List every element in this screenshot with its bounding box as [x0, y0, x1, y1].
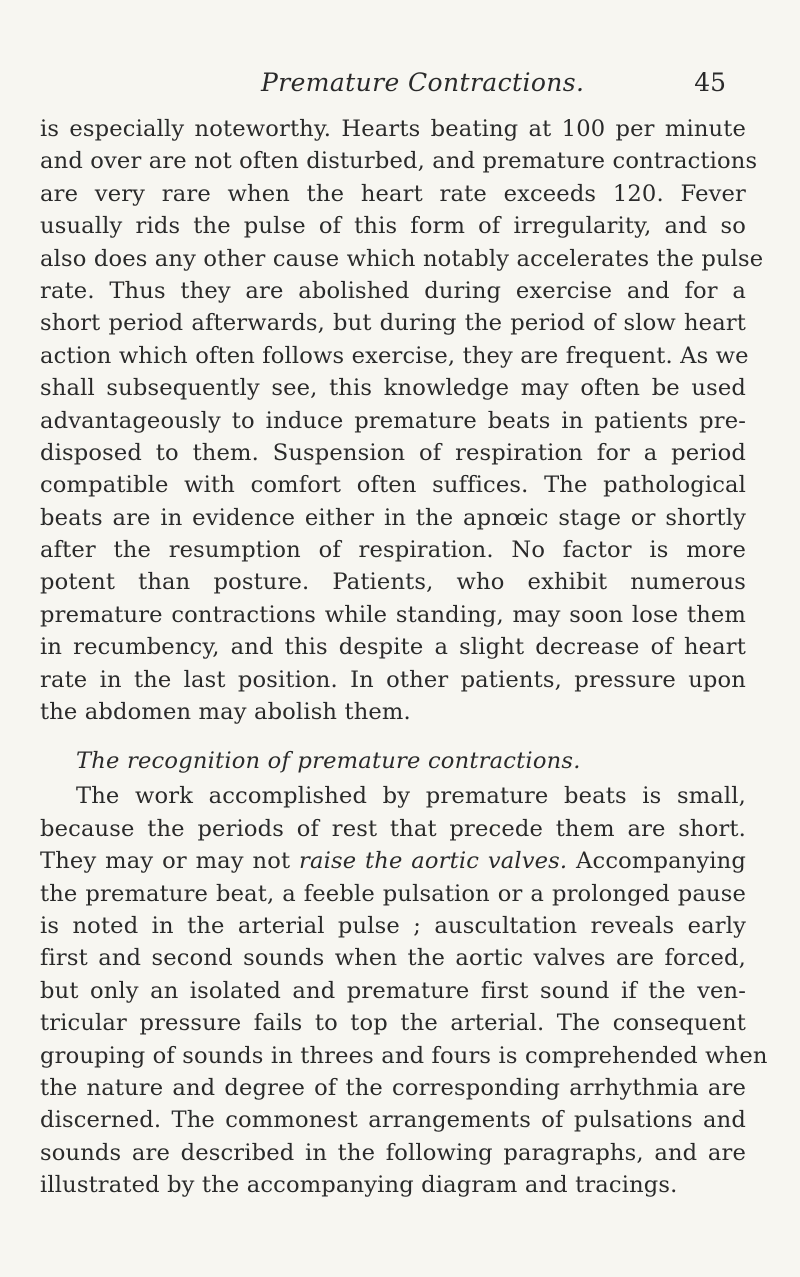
text-line-with-emphasis	[40, 845, 746, 877]
section-subheading: The recognition of premature contractions.	[76, 748, 581, 775]
text-line: but only an isolated and premature first sound if the ven-	[40, 977, 746, 1004]
running-title: Premature Contractions.	[261, 68, 585, 97]
section-spacer	[40, 728, 746, 742]
text-line: and over are not often disturbed, and premature contractions	[40, 148, 758, 175]
text-line: short period afterwards, but during the period of slow heart	[40, 310, 746, 337]
text-line: also does any other cause which notably accelerates the pulse	[40, 245, 764, 272]
text-line: potent than posture. Patients, who exhibit numerous	[40, 569, 746, 596]
page-number: 45	[694, 68, 726, 97]
text-line: advantageously to induce premature beats in patients pre-	[40, 407, 746, 434]
text-line: discerned. The commonest arrangements of pulsations and	[40, 1107, 746, 1134]
text-line: is especially noteworthy. Hearts beating at 100 per minute	[40, 116, 746, 142]
text-line: first and second sounds when the aortic valves are forced,	[40, 945, 746, 972]
text-segment: Accompanying	[567, 848, 746, 875]
text-line: rate in the last position. In other patients, pressure upon	[40, 666, 746, 693]
emphasized-text: raise the aortic valves.	[299, 848, 568, 875]
text-line: is noted in the arterial pulse ; auscultation reveals early	[40, 912, 746, 939]
text-line: premature contractions while standing, may soon lose them	[40, 601, 746, 628]
text-line: disposed to them. Suspension of respiration for a period	[40, 439, 746, 466]
text-segment: They may or may not	[40, 848, 299, 875]
text-line: after the resumption of respiration. No factor is more	[40, 537, 746, 564]
text-line: the abdomen may abolish them.	[40, 699, 411, 726]
text-line: the premature beat, a feeble pulsation or a prolonged pause	[40, 880, 746, 907]
text-line: are very rare when the heart rate exceeds 120. Fever	[40, 180, 746, 207]
text-line: sounds are described in the following paragraphs, and are	[40, 1139, 746, 1166]
text-line: shall subsequently see, this knowledge may often be used	[40, 375, 746, 402]
page-body	[40, 113, 768, 1202]
text-line: illustrated by the accompanying diagram and tracings.	[40, 1172, 678, 1199]
text-line: The work accomplished by premature beats is small,	[76, 783, 746, 810]
text-line: grouping of sounds in threes and fours is comprehended when	[40, 1042, 768, 1069]
text-line: rate. Thus they are abolished during exercise and for a	[40, 277, 746, 304]
paragraph-1	[40, 113, 764, 728]
text-line: action which often follows exercise, they are frequent. As we	[40, 342, 749, 369]
running-header	[237, 68, 728, 108]
text-line: beats are in evidence either in the apnœic stage or shortly	[40, 504, 746, 531]
text-line: in recumbency, and this despite a slight decrease of heart	[40, 634, 746, 661]
paragraph-2	[40, 780, 768, 1201]
text-line: the nature and degree of the corresponding arrhythmia are	[40, 1074, 746, 1101]
text-line: tricular pressure fails to top the arterial. The consequent	[40, 1010, 746, 1037]
text-line: because the periods of rest that precede them are short.	[40, 815, 746, 842]
text-line: compatible with comfort often suffices. The pathological	[40, 472, 746, 499]
text-line: usually rids the pulse of this form of irregularity, and so	[40, 213, 746, 240]
